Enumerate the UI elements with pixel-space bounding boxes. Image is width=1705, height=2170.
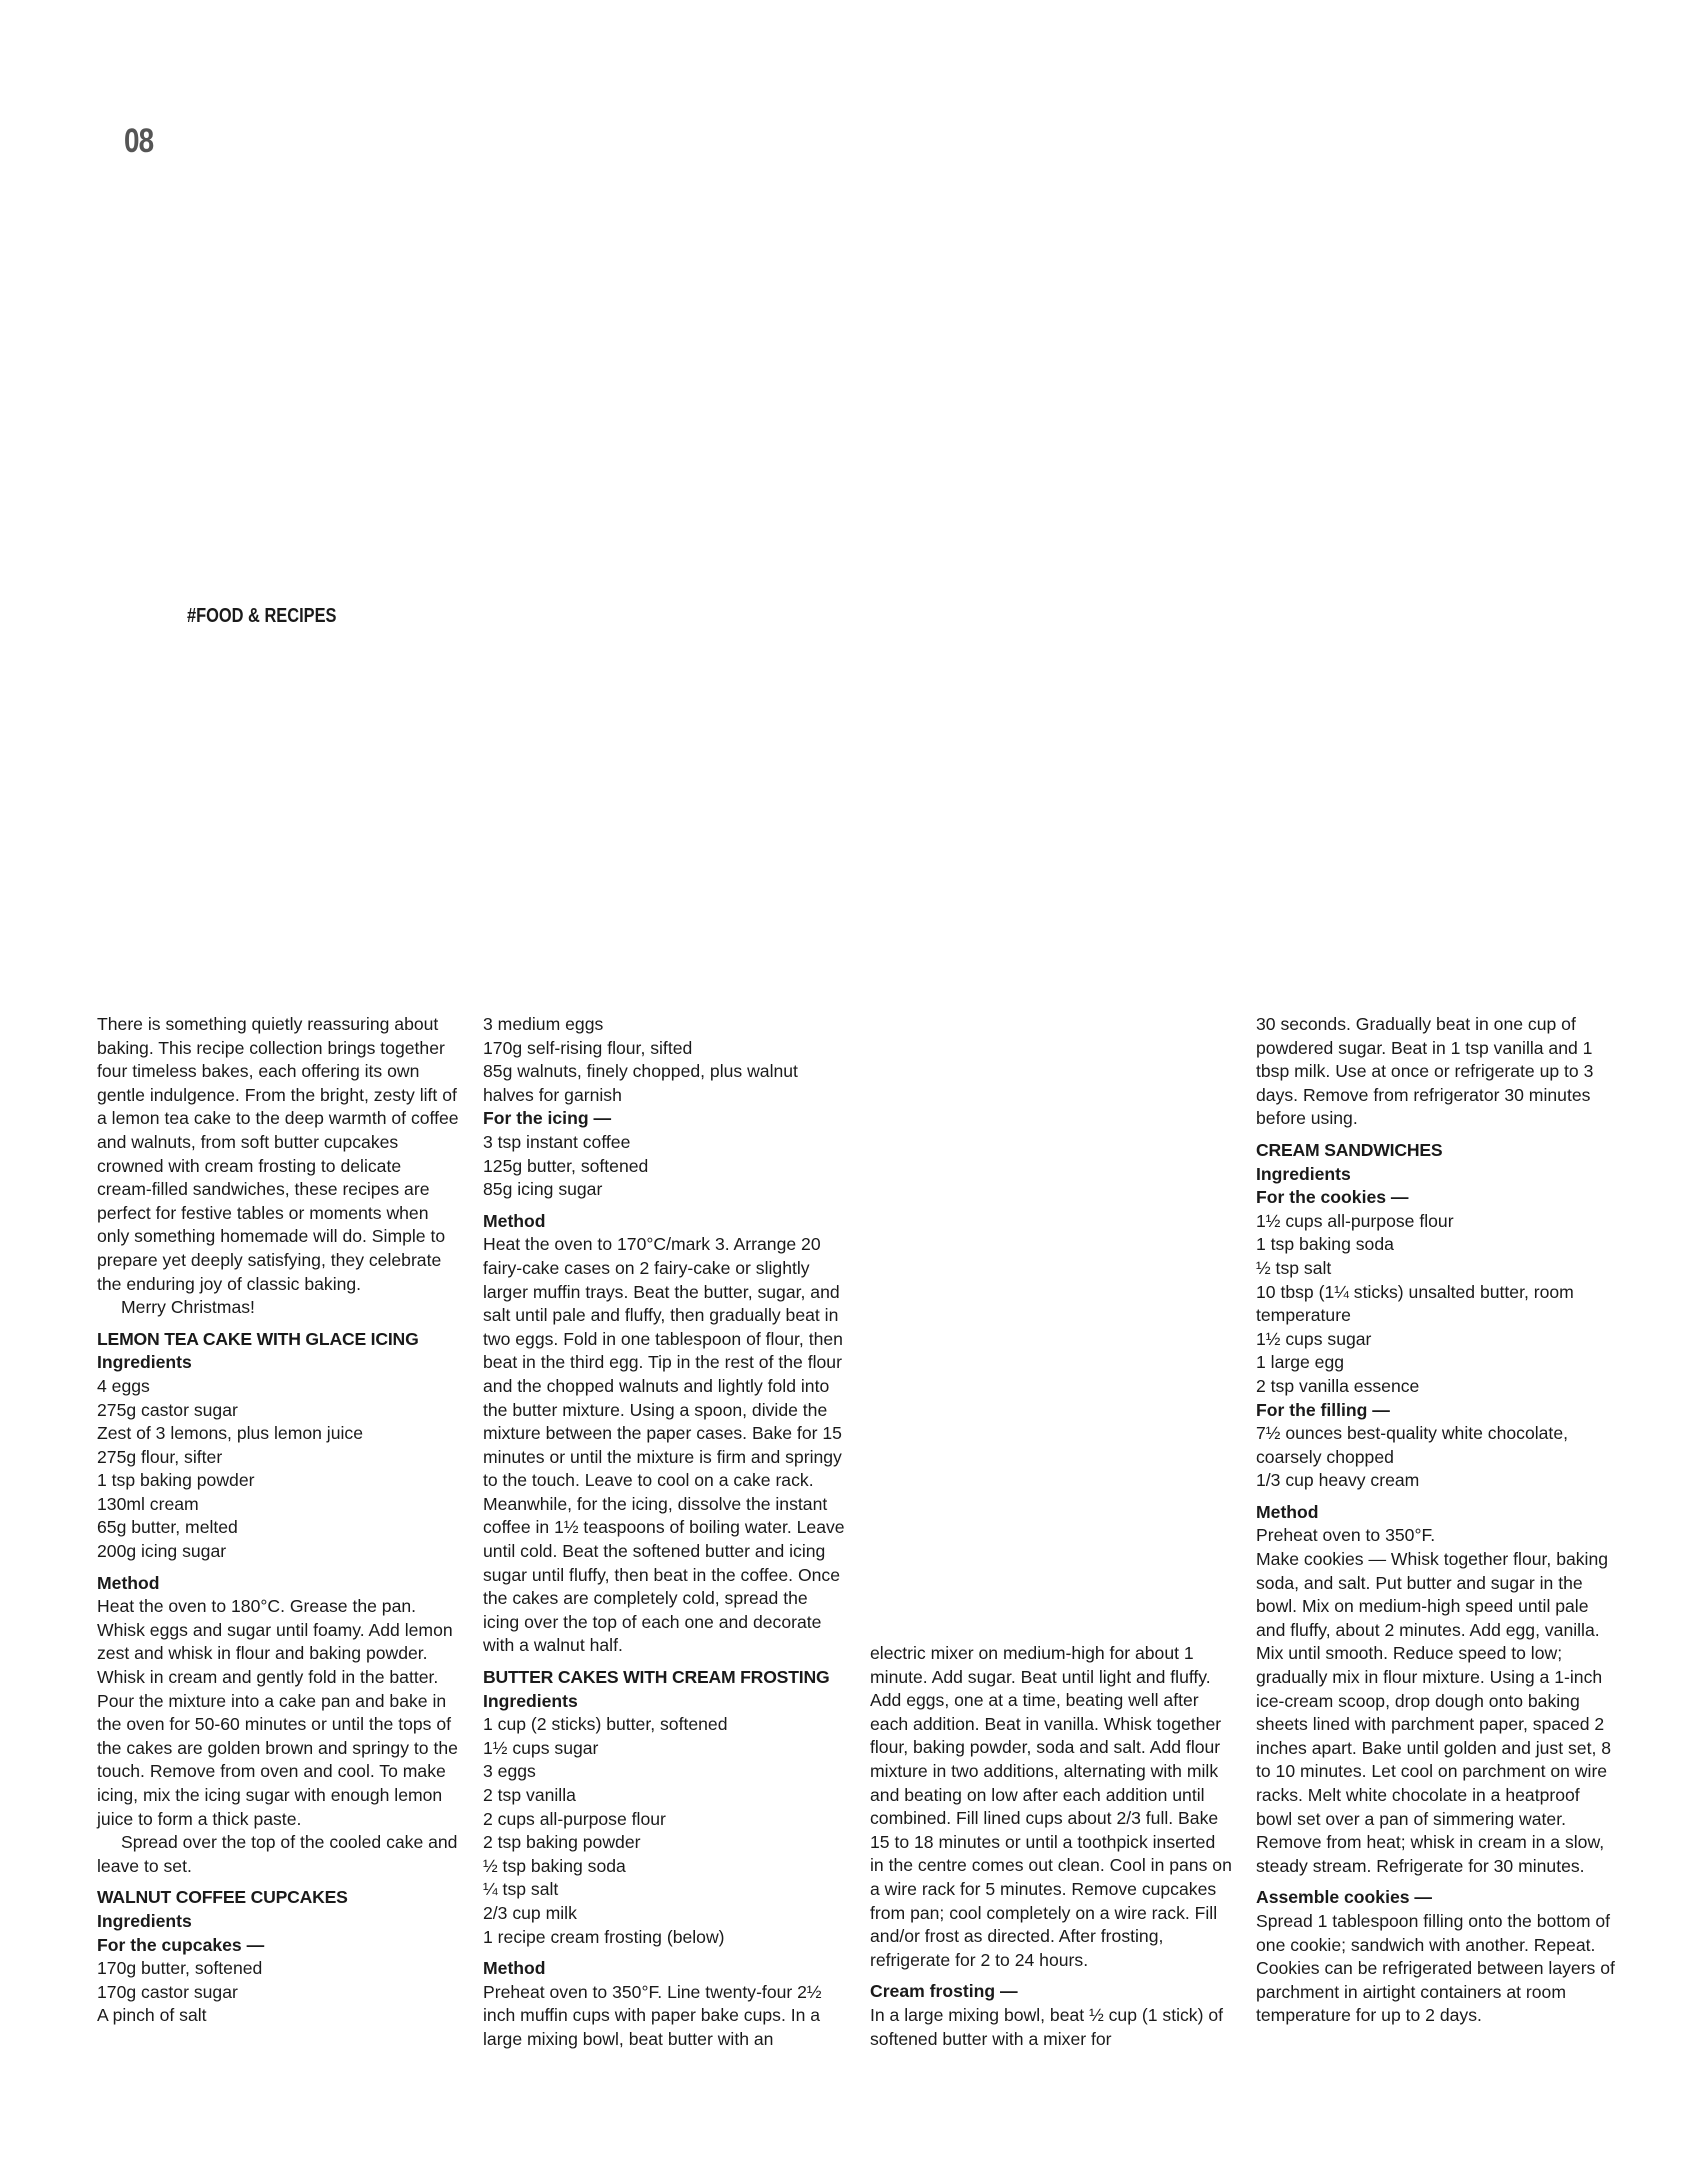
walnut-method: Heat the oven to 170°C/mark 3. Arrange 20 fairy-cake cases on 2 fairy-cake or slightly larger muffin trays. Beat the butter, sugar, and salt until pale and fluffy, then gradually beat in two eggs. Fold in one tablespoon of flour, then beat in the third egg. Tip in the rest of the flour and the chopped walnuts and lightly fold into the butter mixture. Using a spoon, divide the mixture between the paper cases. Bake for 15 minutes or until the mixture is firm and springy to the touch. Leave to cool on a cake rack. Meanwhile, for the icing, dissolve the instant coffee in 1½ teaspoons of boiling water. Leave until cold. Beat the softened butter and icing sugar until fluffy, then beat in the coffee. Once the cakes are completely cold, spread the icing over the top of each one and decorate with a walnut half. bbox=[483, 1234, 845, 1656]
walnut-icing-list bbox=[483, 1131, 845, 1202]
butter-frosting-a: In a large mixing bowl, beat ½ cup (1 stick) of softened butter with a mixer for bbox=[870, 2004, 1224, 2049]
butter-method-b: electric mixer on medium-high for about 1 minute. Add sugar. Beat until light and fluffy. Add eggs, one at a time, beating well after each addition. Beat in vanilla. Whisk together flour, baking powder, soda and salt. Add flour mixture in two additions, alternating with milk and beating on low after each addition until combined. Fill lined cups about 2/3 full. Bake 15 to 18 minutes or until a toothpick inserted in the centre comes out clean. Cool in pans on a wire rack for 5 minutes. Remove cupcakes from pan; cool completely on a wire rack. Fill and/or frost as directed. After frosting, refrigerate for 2 to 24 hours. bbox=[870, 1643, 1232, 1970]
column-3 bbox=[870, 1642, 1232, 2051]
list-item: 2 tsp vanilla essence bbox=[1256, 1375, 1420, 1396]
sandwich-assemble: Spread 1 tablespoon filling onto the bottom of one cookie; sandwich with another. Repeat. Cookies can be refrigerated between layers of parchment in airtight containers at room temperature for up to 2 days. bbox=[1256, 1910, 1615, 2026]
butter-frosting-b: 30 seconds. Gradually beat in one cup of powdered sugar. Beat in 1 tsp vanilla and 1 tbsp milk. Use at once or refrigerate up to 3 days. Remove from refrigerator 30 minutes before using. bbox=[1256, 1014, 1594, 1129]
list-item: 2 cups all-purpose flour bbox=[483, 1808, 666, 1829]
list-item: 275g flour, sifter bbox=[97, 1446, 223, 1467]
walnut-cupcakes-list-b bbox=[483, 1013, 845, 1107]
list-item: 10 tbsp (1¼ sticks) unsalted butter, room bbox=[1256, 1281, 1574, 1302]
butter-method-a: Preheat oven to 350°F. Line twenty-four 2½ inch muffin cups with paper bake cups. In a large mixing bowl, beat butter with an bbox=[483, 1981, 822, 2049]
butter-ingredients-heading: Ingredients bbox=[483, 1690, 578, 1711]
butter-ingredients-list bbox=[483, 1713, 845, 1949]
list-item: 1 tsp baking soda bbox=[1256, 1234, 1394, 1255]
list-item: 85g walnuts, finely chopped, plus walnut bbox=[483, 1061, 798, 1082]
list-item: 170g self-rising flour, sifted bbox=[483, 1037, 693, 1058]
list-item: 130ml cream bbox=[97, 1493, 199, 1514]
list-item: 1 cup (2 sticks) butter, softened bbox=[483, 1714, 728, 1735]
sandwich-assemble-heading: Assemble cookies — bbox=[1256, 1887, 1433, 1908]
walnut-method-heading: Method bbox=[483, 1210, 546, 1231]
list-item: 2/3 cup milk bbox=[483, 1902, 577, 1923]
sandwich-cookies-heading: For the cookies — bbox=[1256, 1187, 1409, 1208]
list-item: 3 medium eggs bbox=[483, 1014, 604, 1034]
sandwich-title: CREAM SANDWICHES bbox=[1256, 1139, 1443, 1160]
sandwich-filling-heading: For the filling — bbox=[1256, 1399, 1390, 1420]
sandwich-method-1: Preheat oven to 350°F. bbox=[1256, 1525, 1436, 1546]
intro-paragraph: There is something quietly reassuring about baking. This recipe collection brings together four timeless bakes, each offering its own gentle indulgence. From the bright, zesty lift of a lemon tea cake to the deep warmth of coffee and walnuts, from soft butter cupcakes crowned with cream frosting to delicate cream-filled sandwiches, these recipes are perfect for festive tables or moments when only something homemade will do. Simple to prepare yet deeply satisfying, they celebrate the enduring joy of classic baking. bbox=[97, 1014, 459, 1294]
lemon-ingredients-list bbox=[97, 1375, 459, 1564]
list-item: 3 tsp instant coffee bbox=[483, 1131, 631, 1152]
lemon-title: LEMON TEA CAKE WITH GLACE ICING bbox=[97, 1328, 419, 1349]
list-item: 1 tsp baking powder bbox=[97, 1470, 255, 1491]
list-item: 1½ cups sugar bbox=[483, 1737, 599, 1758]
column-1 bbox=[97, 1013, 459, 2028]
list-item: Zest of 3 lemons, plus lemon juice bbox=[97, 1423, 363, 1444]
list-item: 4 eggs bbox=[97, 1375, 150, 1396]
list-item: 1 large egg bbox=[1256, 1352, 1345, 1373]
butter-title: BUTTER CAKES WITH CREAM FROSTING bbox=[483, 1667, 830, 1688]
butter-method-heading: Method bbox=[483, 1958, 546, 1979]
walnut-title: WALNUT COFFEE CUPCAKES bbox=[97, 1887, 348, 1908]
list-item: 170g castor sugar bbox=[97, 1981, 238, 2002]
list-item: ¼ tsp salt bbox=[483, 1879, 559, 1900]
list-item: ½ tsp baking soda bbox=[483, 1855, 626, 1876]
list-item: 2 tsp baking powder bbox=[483, 1832, 641, 1853]
lemon-method-heading: Method bbox=[97, 1572, 160, 1593]
walnut-icing-heading: For the icing — bbox=[483, 1108, 612, 1129]
list-item: halves for garnish bbox=[483, 1084, 622, 1105]
section-tag: #FOOD & RECIPES bbox=[187, 605, 337, 627]
butter-frosting-heading: Cream frosting — bbox=[870, 1981, 1018, 2002]
sandwich-method-heading: Method bbox=[1256, 1501, 1319, 1522]
list-item: 1½ cups all-purpose flour bbox=[1256, 1210, 1454, 1231]
list-item: temperature bbox=[1256, 1305, 1351, 1326]
list-item: 1 recipe cream frosting (below) bbox=[483, 1926, 725, 1947]
column-2 bbox=[483, 1013, 845, 2052]
sandwich-filling-list bbox=[1256, 1422, 1618, 1493]
list-item: 7½ ounces best-quality white chocolate, bbox=[1256, 1423, 1568, 1444]
lemon-ingredients-heading: Ingredients bbox=[97, 1352, 192, 1373]
column-4 bbox=[1256, 1013, 1618, 2028]
sandwich-cookies-list bbox=[1256, 1210, 1618, 1399]
list-item: 125g butter, softened bbox=[483, 1155, 649, 1176]
list-item: 85g icing sugar bbox=[483, 1179, 603, 1200]
list-item: 170g butter, softened bbox=[97, 1958, 263, 1979]
list-item: 65g butter, melted bbox=[97, 1517, 238, 1538]
list-item: ½ tsp salt bbox=[1256, 1257, 1332, 1278]
list-item: coarsely chopped bbox=[1256, 1446, 1394, 1467]
list-item: 1½ cups sugar bbox=[1256, 1328, 1372, 1349]
list-item: A pinch of salt bbox=[97, 2005, 207, 2026]
list-item: 2 tsp vanilla bbox=[483, 1785, 576, 1805]
lemon-method: Heat the oven to 180°C. Grease the pan. Whisk eggs and sugar until foamy. Add lemon zest and whisk in flour and baking powder. Whisk in cream and gently fold in the batter. Pour the mixture into a cake pan and bake in the oven for 50-60 minutes or until the tops of the cakes are golden brown and springy to the touch. Remove from oven and cool. To make icing, mix the icing sugar with enough lemon juice to form a thick paste. bbox=[97, 1596, 458, 1829]
list-item: 3 eggs bbox=[483, 1761, 536, 1782]
list-item: 275g castor sugar bbox=[97, 1399, 238, 1420]
walnut-cupcakes-list-a bbox=[97, 1957, 459, 2028]
sandwich-method-2: Make cookies — Whisk together flour, baking soda, and salt. Put butter and sugar in the bowl. Mix on medium-high speed until pale and fluffy, about 2 minutes. Add egg, vanilla. Mix until smooth. Reduce speed to low; gradually mix in flour mixture. Using a 1-inch ice-cream scoop, drop dough onto baking sheets lined with parchment paper, spaced 2 inches apart. Bake until golden and just set, 8 to 10 minutes. Let cool on parchment on wire racks. Melt white chocolate in a heatproof bowl set over a pan of simmering water. Remove from heat; whisk in cream in a slow, steady stream. Refrigerate for 30 minutes. bbox=[1256, 1549, 1612, 1876]
lemon-method-2: Spread over the top of the cooled cake and leave to set. bbox=[97, 1832, 458, 1876]
walnut-ingredients-heading: Ingredients bbox=[97, 1910, 192, 1931]
walnut-cupcakes-heading: For the cupcakes — bbox=[97, 1934, 265, 1955]
page-number: 08 bbox=[124, 122, 154, 160]
list-item: 1/3 cup heavy cream bbox=[1256, 1470, 1420, 1491]
list-item: 200g icing sugar bbox=[97, 1541, 227, 1562]
intro-greeting: Merry Christmas! bbox=[121, 1297, 255, 1318]
sandwich-ingredients-heading: Ingredients bbox=[1256, 1163, 1351, 1184]
